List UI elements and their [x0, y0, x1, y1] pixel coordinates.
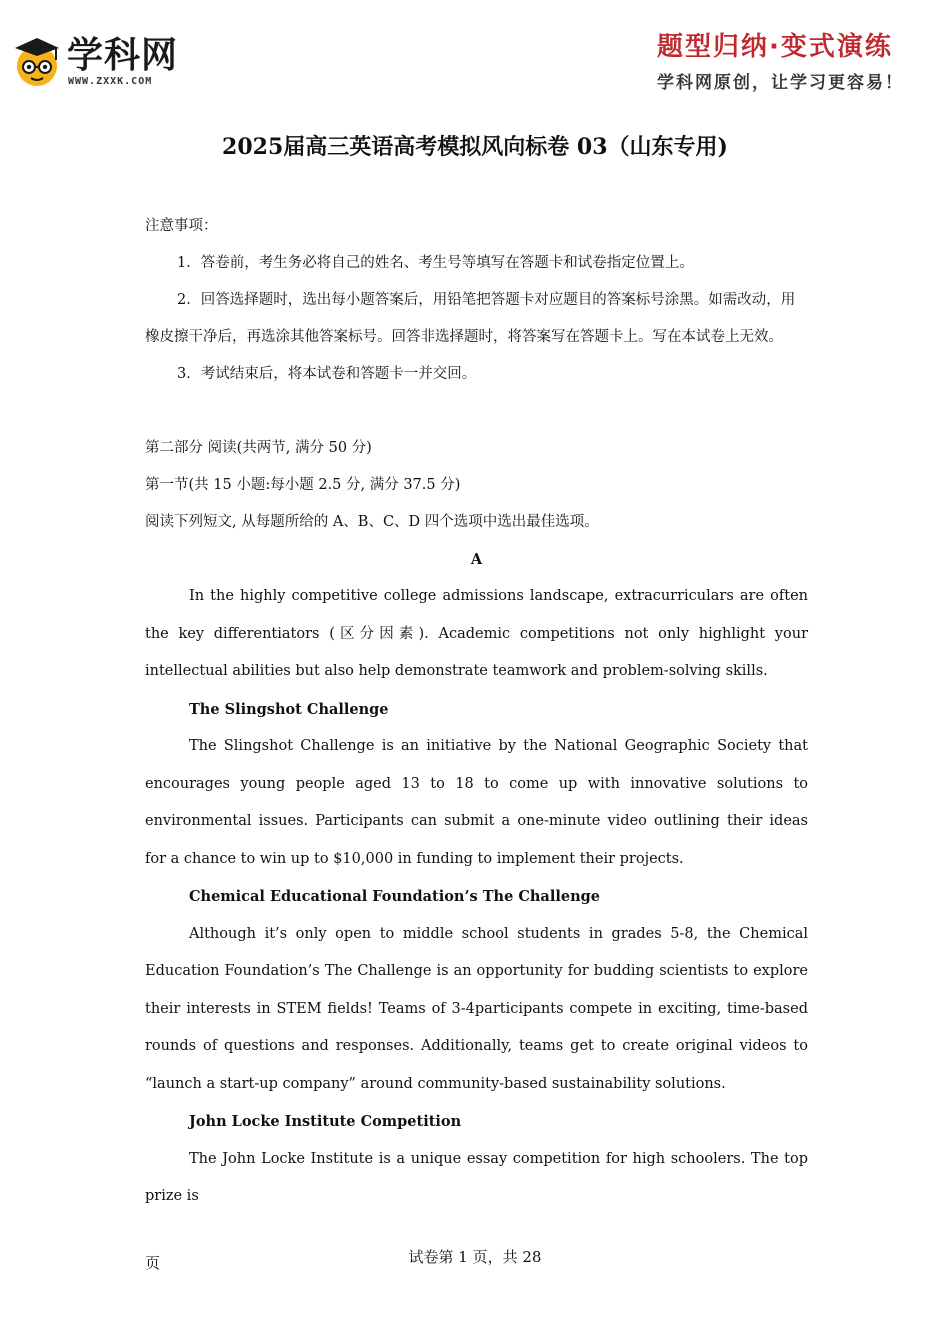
notice-item: 2．回答选择题时，选出每小题答案后，用铅笔把答题卡对应题目的答案标号涂黑。如需改动，用橡皮擦干净后，再选涂其他答案标号。回答非选择题时，将答案写在答题卡上。写在本试卷上无效。: [145, 292, 796, 345]
page-number: 试卷第 1 页，共 28: [408, 1248, 542, 1266]
section-subsection: 第一节(共 15 小题:每小题 2.5 分, 满分 37.5 分): [145, 477, 461, 493]
passage-item-heading: John Locke Institute Competition: [189, 1113, 462, 1130]
notice-item: 3．考试结束后，将本试卷和答题卡一并交回。: [177, 366, 477, 382]
passage-item-heading: The Slingshot Challenge: [189, 700, 389, 718]
notice-item: 1．答卷前，考生务必将自己的姓名、考生号等填写在答题卡和试卷指定位置上。: [177, 255, 694, 271]
footer-left: 页: [145, 1254, 161, 1272]
slogan-main: 题型归纳·变式演练: [657, 32, 893, 62]
passage-item-text: Although it’s only open to middle school students in grades 5-8, the Chemical Education Foundation’s The Challenge is an opportunity for budding scientists to explore their interests in STEM fields! Teams of 3-4participants compete in exciting, time-based rounds of questions and responses. Additionally, teams get to create original videos to “launch a start-up company” around community-based sustainability solutions.: [145, 925, 808, 1092]
spacer: [145, 393, 808, 430]
mascot-logo-icon: [12, 36, 62, 88]
page-header: [0, 0, 950, 110]
zxxk-logo[interactable]: [12, 32, 192, 92]
logo-url: WWW.ZXXK.COM: [68, 76, 153, 87]
passage-item-text: The John Locke Institute is a unique essay competition for high schoolers. The top prize is: [145, 1150, 808, 1204]
passage-item-text: The Slingshot Challenge is an initiative by the National Geographic Society that encourages young people aged 13 to 18 to come up with innovative solutions to environmental issues. Participants can submit a one-minute video outlining their ideas for a chance to win up to $10,000 in funding to implement their projects.: [145, 738, 808, 867]
section-part: 第二部分 阅读(共两节, 满分 50 分): [145, 440, 372, 456]
slogan-sub: 学科网原创，让学习更容易！: [657, 73, 904, 93]
passage-item-heading: Chemical Educational Foundation’s The Challenge: [189, 888, 600, 905]
page-title: 2025届高三英语高考模拟风向标卷 03（山东专用): [222, 134, 728, 160]
logo-text: 学科网: [67, 35, 179, 76]
document-body: [145, 208, 808, 1216]
passage-intro: In the highly competitive college admissions landscape, extracurriculars are often the key differentiators (区分因素). Academic competitions not only highlight your intellectual abilities but also help demonstrate teamwork and problem-solving skills.: [145, 588, 808, 679]
notice-heading: 注意事项：: [145, 218, 218, 234]
passage-label: A: [470, 551, 483, 568]
section-instruction: 阅读下列短文, 从每题所给的 A、B、C、D 四个选项中选出最佳选项。: [145, 514, 599, 530]
